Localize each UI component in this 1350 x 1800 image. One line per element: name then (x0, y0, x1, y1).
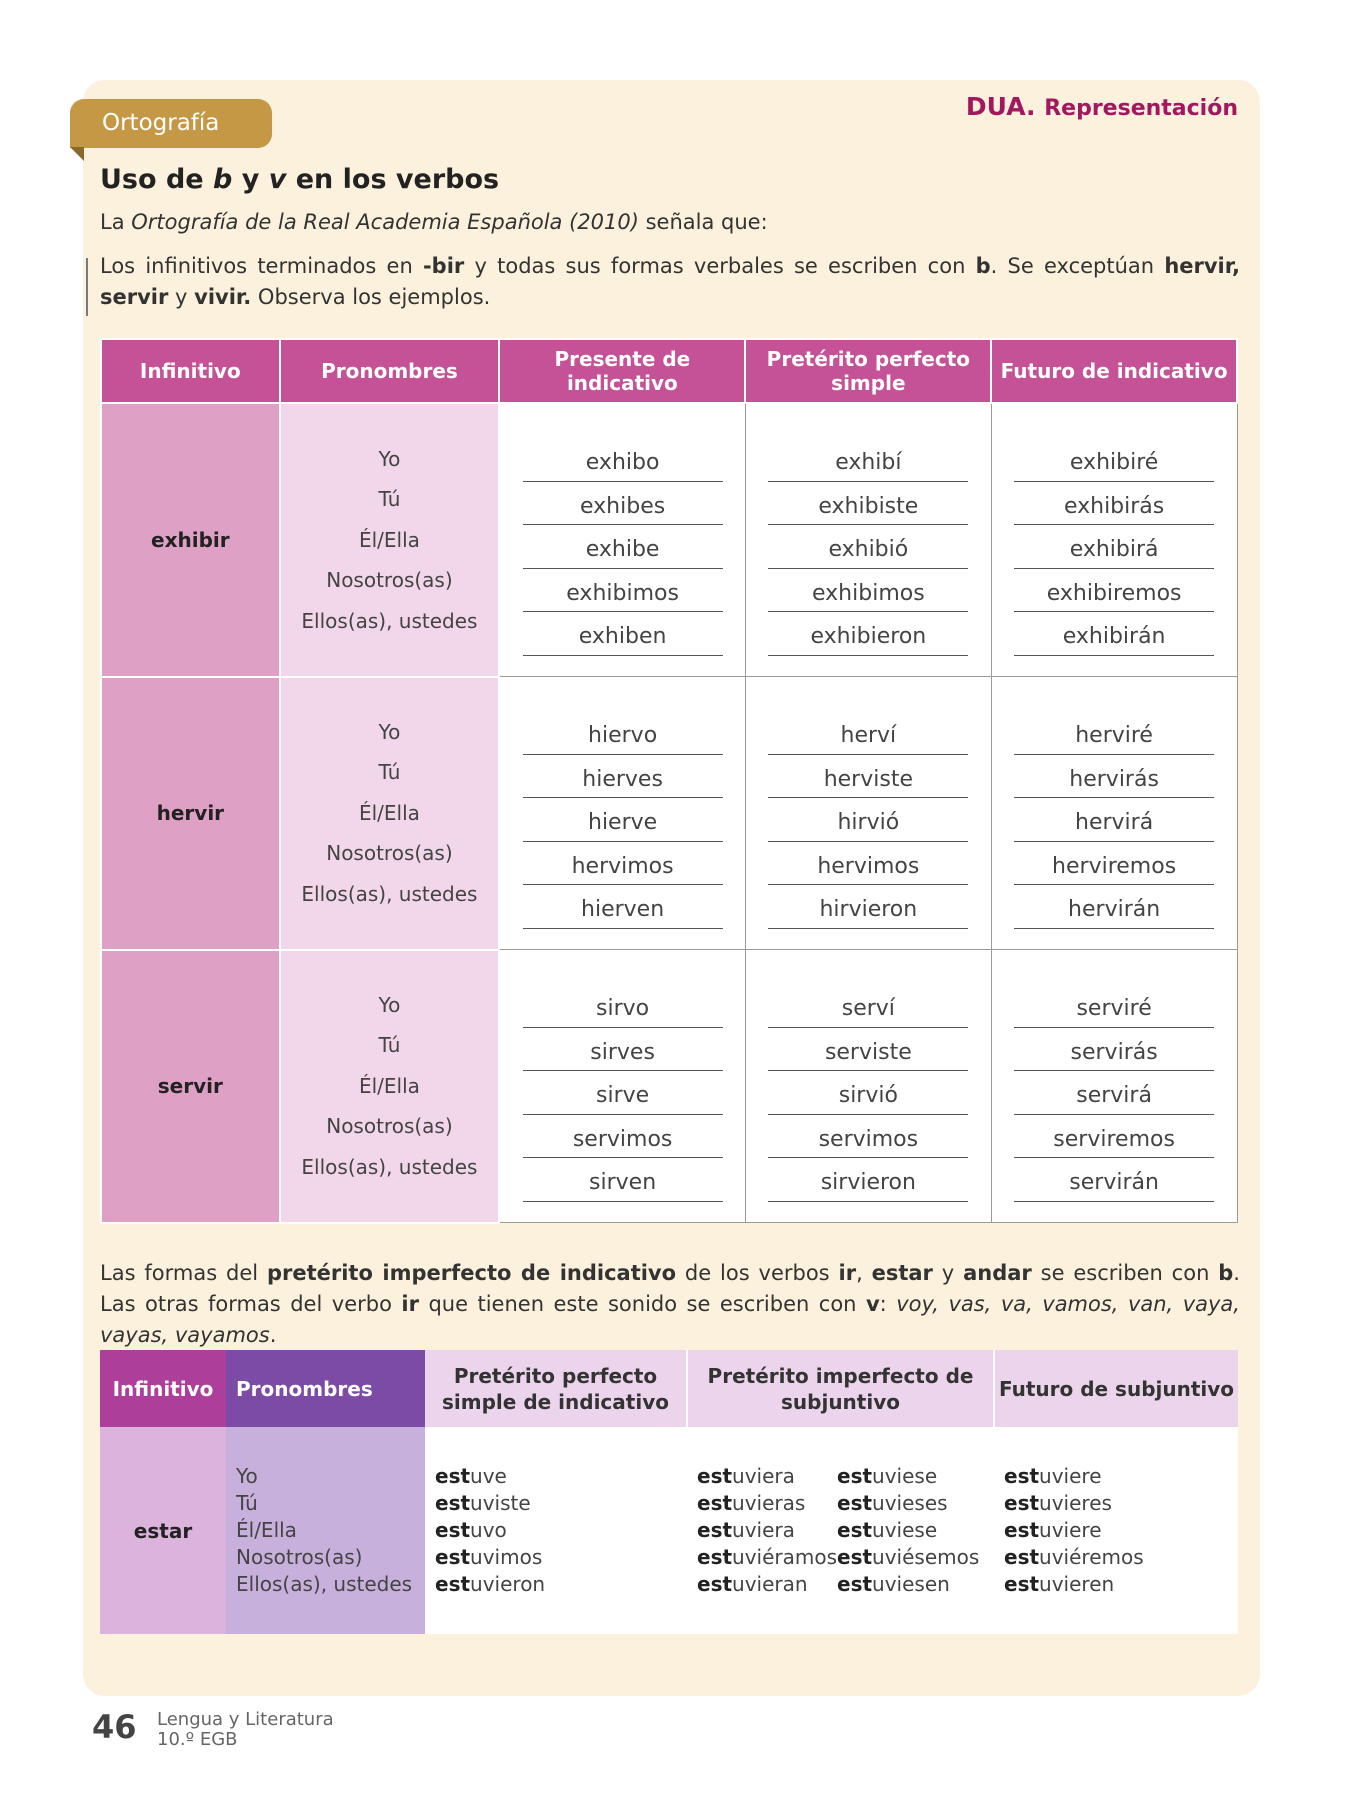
form-line: serviré (1014, 984, 1214, 1028)
pronoun: Ellos(as), ustedes (236, 1572, 413, 1596)
conjugated-form: estuvimos (435, 1545, 543, 1569)
form-line: sirves (523, 1028, 723, 1072)
form-line: hirvieron (768, 885, 968, 929)
pronouns-cell (280, 677, 500, 950)
presente-cell (499, 677, 745, 950)
header-infinitivo: Infinitivo (101, 339, 280, 403)
pronoun: Ellos(as), ustedes (301, 1154, 478, 1179)
conjugated-form: estuviere (1004, 1518, 1102, 1542)
form-line: servirá (1014, 1071, 1214, 1115)
header2-preterito: Pretérito perfecto simple de indicativo (425, 1350, 687, 1427)
pronoun: Nosotros(as) (326, 568, 453, 592)
form-line: sirvió (768, 1071, 968, 1115)
form-line: hierven (523, 885, 723, 929)
form-se: estuvieses (837, 1491, 948, 1515)
tab-fold (70, 147, 84, 161)
pronouns-cell (280, 403, 500, 677)
pronoun: Él/Ella (358, 800, 420, 825)
form-line: exhibo (523, 438, 723, 482)
form-line: hierves (523, 755, 723, 799)
form-se: estuviésemos (837, 1545, 980, 1569)
verb-row (101, 677, 1237, 950)
form-line: sirve (523, 1071, 723, 1115)
page-number: 46 (92, 1708, 137, 1746)
preterito-cell (745, 403, 991, 677)
conjugated-form: estuviéremos (1004, 1545, 1144, 1569)
imperfecto-estar (687, 1427, 994, 1634)
pronouns-cell (280, 950, 500, 1223)
form-ra: estuviera (697, 1464, 795, 1488)
infinitive-estar: estar (100, 1427, 226, 1634)
form-line: exhiben (523, 612, 723, 656)
header2-pronombres: Pronombres (226, 1350, 425, 1427)
conjugated-form: estuviere (1004, 1464, 1102, 1488)
form-line: exhibimos (523, 569, 723, 613)
pronoun: Tú (236, 1491, 258, 1515)
header-pronombres: Pronombres (280, 339, 500, 403)
futuro-cell (991, 950, 1237, 1223)
conjugated-form: estuvo (435, 1518, 507, 1542)
footer-subject: Lengua y Literatura 10.º EGB (157, 1709, 334, 1750)
pronoun: Tú (378, 760, 401, 785)
pronoun: Yo (378, 719, 401, 744)
conjugated-form: estuve (435, 1464, 507, 1488)
imperfect-pair (697, 1463, 993, 1490)
form-line: exhibiremos (1014, 569, 1214, 613)
form-line: exhibí (768, 438, 968, 482)
pronoun: Yo (378, 992, 401, 1017)
infinitive-cell: hervir (101, 677, 280, 950)
pronoun: Ellos(as), ustedes (301, 608, 478, 633)
imperfect-pair (697, 1517, 993, 1544)
imperfect-rule-text: Las formas del pretérito imperfecto de indicativo de los verbos ir, estar y andar se escriben con b. Las otras formas del verbo ir que tienen este sonido se escriben con v: voy, vas, va, vamos, van, vaya, vayas, vayamos. (100, 1261, 1240, 1347)
pronouns-estar (226, 1427, 425, 1634)
conjugation-table-estar (100, 1350, 1238, 1634)
futuro-cell (991, 403, 1237, 677)
infinitive-cell: servir (101, 950, 280, 1223)
rule-text: Los infinitivos terminados en -bir y todas sus formas verbales se escriben con b. Se exceptúan hervir, servir y vivir. Observa los ejemplos. (100, 254, 1240, 309)
form-line: sirvieron (768, 1158, 968, 1202)
form-se: estuviese (837, 1518, 938, 1542)
form-line: exhibe (523, 525, 723, 569)
imperfect-pair (697, 1571, 993, 1598)
form-line: exhibiré (1014, 438, 1214, 482)
form-line: hervirán (1014, 885, 1214, 929)
form-line: servirás (1014, 1028, 1214, 1072)
pronoun: Tú (378, 487, 401, 511)
form-se: estuviese (837, 1464, 938, 1488)
dua-label: DUA. Representación (965, 92, 1238, 121)
form-ra: estuvieras (697, 1491, 806, 1515)
futuro-cell (991, 677, 1237, 950)
infinitive-cell: exhibir (101, 403, 280, 677)
rule-bar (86, 258, 88, 316)
form-line: exhibieron (768, 612, 968, 656)
form-line: serviste (768, 1028, 968, 1072)
form-line: exhibes (523, 482, 723, 526)
pronoun: Él/Ella (236, 1518, 297, 1542)
pronoun: Ellos(as), ustedes (301, 881, 478, 906)
form-line: exhibirán (1014, 612, 1214, 656)
conjugated-form: estuvieres (1004, 1491, 1112, 1515)
verb-row (101, 403, 1237, 677)
imperfect-pair (697, 1544, 993, 1571)
header2-infinitivo: Infinitivo (100, 1350, 226, 1427)
form-ra: estuviera (697, 1518, 795, 1542)
form-line: sirven (523, 1158, 723, 1202)
imperfect-pair (697, 1490, 993, 1517)
pronoun: Tú (378, 1033, 401, 1058)
form-line: exhibiste (768, 482, 968, 526)
header2-futuro: Futuro de subjuntivo (994, 1350, 1238, 1427)
verb-row (101, 950, 1237, 1223)
form-ra: estuvieran (697, 1572, 808, 1596)
form-line: hierve (523, 798, 723, 842)
form-line: exhibimos (768, 569, 968, 613)
form-line: hervirás (1014, 755, 1214, 799)
form-se: estuviesen (837, 1572, 950, 1596)
form-line: hiervo (523, 711, 723, 755)
conjugation-table-bir (100, 338, 1238, 1224)
presente-cell (499, 950, 745, 1223)
pronoun: Nosotros(as) (236, 1545, 363, 1569)
section-tab: Ortografía (70, 99, 272, 148)
futuro-estar (994, 1427, 1238, 1634)
form-line: exhibirá (1014, 525, 1214, 569)
form-line: hervirá (1014, 798, 1214, 842)
pronoun: Él/Ella (358, 1073, 420, 1098)
form-line: hervimos (768, 842, 968, 886)
pronoun: Yo (236, 1464, 258, 1488)
form-line: hirvió (768, 798, 968, 842)
conjugated-form: estuvieren (1004, 1572, 1115, 1596)
form-line: herviré (1014, 711, 1214, 755)
pronoun: Nosotros(as) (326, 1114, 453, 1139)
header-preterito: Pretérito perfecto simple (745, 339, 991, 403)
form-line: servirán (1014, 1158, 1214, 1202)
form-line: herví (768, 711, 968, 755)
intro-text: La Ortografía de la Real Academia Española (2010) señala que: (100, 210, 768, 234)
header-futuro: Futuro de indicativo (991, 339, 1237, 403)
form-line: herviremos (1014, 842, 1214, 886)
pronoun: Él/Ella (358, 527, 420, 552)
presente-cell (499, 403, 745, 677)
form-line: hervimos (523, 842, 723, 886)
form-line: exhibió (768, 525, 968, 569)
form-line: servimos (523, 1115, 723, 1159)
form-line: sirvo (523, 984, 723, 1028)
form-line: serví (768, 984, 968, 1028)
form-line: herviste (768, 755, 968, 799)
header2-imperfecto: Pretérito imperfecto de subjuntivo (687, 1350, 994, 1427)
preterito-cell (745, 677, 991, 950)
preterito-estar (425, 1427, 687, 1634)
pronoun: Yo (378, 446, 401, 471)
conjugated-form: estuvieron (435, 1572, 546, 1596)
form-line: exhibirás (1014, 482, 1214, 526)
preterito-cell (745, 950, 991, 1223)
conjugated-form: estuviste (435, 1491, 531, 1515)
form-line: servimos (768, 1115, 968, 1159)
header-presente: Presente de indicativo (499, 339, 745, 403)
pronoun: Nosotros(as) (326, 841, 453, 866)
form-ra: estuviéramos (697, 1545, 838, 1569)
form-line: serviremos (1014, 1115, 1214, 1159)
page-title: Uso de b y v en los verbos (100, 164, 500, 195)
